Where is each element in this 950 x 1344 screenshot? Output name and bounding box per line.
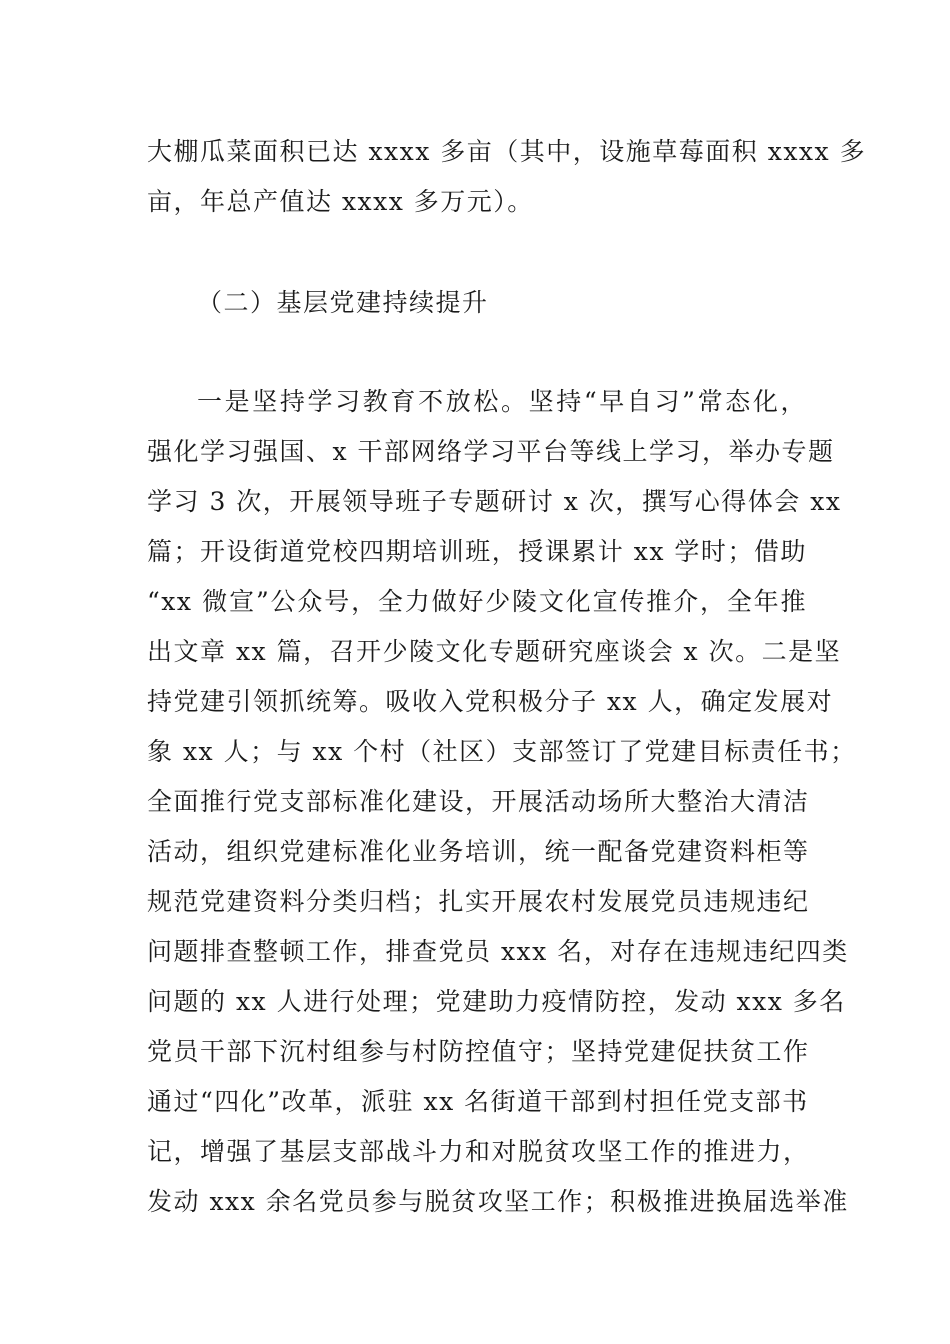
- paragraph-line: 出文章 xx 篇，召开少陵文化专题研究座谈会 x 次。二是坚: [147, 637, 842, 666]
- paragraph-line: 问题排查整顿工作，排查党员 xxx 名，对存在违规违纪四类: [147, 937, 849, 966]
- paragraph-line: 活动，组织党建标准化业务培训，统一配备党建资料柜等: [147, 837, 810, 866]
- paragraph-line: 发动 xxx 余名党员参与脱贫攻坚工作；积极推进换届选举准: [147, 1187, 849, 1216]
- paragraph-line: 篇；开设街道党校四期培训班，授课累计 xx 学时；借助: [147, 537, 807, 566]
- paragraph-line: 一是坚持学习教育不放松。坚持“早自习”常态化，: [197, 387, 807, 416]
- paragraph-line: 大棚瓜菜面积已达 xxxx 多亩（其中，设施草莓面积 xxxx 多: [147, 137, 867, 166]
- paragraph-line: 学习 3 次，开展领导班子专题研讨 x 次，撰写心得体会 xx: [147, 487, 842, 516]
- paragraph-line: 象 xx 人；与 xx 个村（社区）支部签订了党建目标责任书；: [147, 737, 857, 766]
- paragraph-line: “xx 微宣”公众号，全力做好少陵文化宣传推介，全年推: [147, 587, 807, 616]
- paragraph-line: 亩，年总产值达 xxxx 多万元）。: [147, 187, 534, 216]
- section-heading: （二）基层党建持续提升: [197, 288, 489, 317]
- paragraph-line: 问题的 xx 人进行处理；党建助力疫情防控，发动 xxx 多名: [147, 987, 846, 1016]
- paragraph-line: 全面推行党支部标准化建设，开展活动场所大整治大清洁: [147, 787, 810, 816]
- paragraph-line: 党员干部下沉村组参与村防控值守；坚持党建促扶贫工作: [147, 1037, 810, 1066]
- paragraph-line: 记，增强了基层支部战斗力和对脱贫攻坚工作的推进力，: [147, 1137, 810, 1166]
- paragraph-line: 强化学习强国、x 干部网络学习平台等线上学习，举办专题: [147, 437, 835, 466]
- paragraph-line: 规范党建资料分类归档；扎实开展农村发展党员违规违纪: [147, 887, 810, 916]
- paragraph-line: 持党建引领抓统筹。吸收入党积极分子 xx 人，确定发展对: [147, 687, 834, 716]
- paragraph-line: 通过“四化”改革，派驻 xx 名街道干部到村担任党支部书: [147, 1087, 809, 1116]
